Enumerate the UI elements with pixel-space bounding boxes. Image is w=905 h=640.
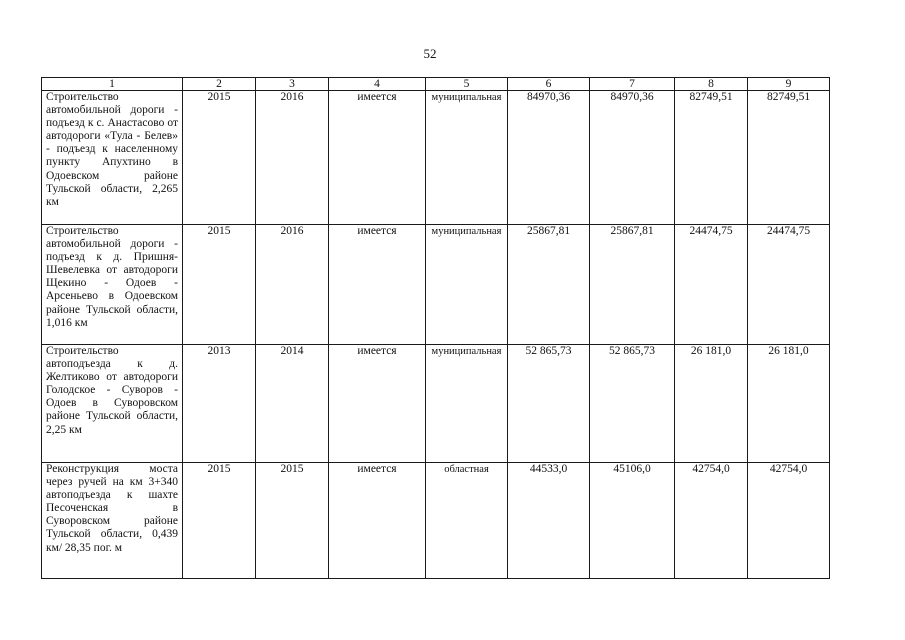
availability-cell: имеется <box>329 91 426 225</box>
year-end-cell: 2015 <box>256 463 329 579</box>
table-header-row <box>42 78 830 91</box>
availability-cell: имеется <box>329 463 426 579</box>
value-cell-6: 84970,36 <box>508 91 590 225</box>
year-start-cell: 2015 <box>183 463 256 579</box>
value-cell-8: 82749,51 <box>675 91 748 225</box>
availability-cell: имеется <box>329 225 426 345</box>
value-cell-9: 42754,0 <box>748 463 830 579</box>
table-row <box>42 91 830 225</box>
table-row <box>42 345 830 463</box>
column-header: 8 <box>675 78 748 91</box>
ownership-cell: муниципальная <box>426 91 508 225</box>
table-row <box>42 225 830 345</box>
year-start-cell: 2015 <box>183 225 256 345</box>
year-start-cell: 2013 <box>183 345 256 463</box>
value-cell-6: 25867,81 <box>508 225 590 345</box>
table-row <box>42 463 830 579</box>
column-header: 6 <box>508 78 590 91</box>
year-start-cell: 2015 <box>183 91 256 225</box>
value-cell-9: 82749,51 <box>748 91 830 225</box>
value-cell-9: 26 181,0 <box>748 345 830 463</box>
object-name-cell: Реконструкция моста через ручей на км 3+340 автоподъезда к шахте Песоченская в Суворовском районе Тульской области, 0,439 км/ 28,35 пог. м <box>42 463 183 579</box>
value-cell-7: 45106,0 <box>590 463 675 579</box>
ownership-cell: областная <box>426 463 508 579</box>
ownership-cell: муниципальная <box>426 345 508 463</box>
page-number: 52 <box>423 46 437 61</box>
value-cell-7: 25867,81 <box>590 225 675 345</box>
year-end-cell: 2014 <box>256 345 329 463</box>
object-name-cell: Строительство автомобильной дороги - подъезд к с. Анастасово от автодороги «Тула - Белев» - подъезд к населенному пункту Апухтино в Одоевском районе Тульской области, 2,265 км <box>42 91 183 225</box>
object-name-cell: Строительство автомобильной дороги - подъезд к д. Пришня-Шевелевка от автодороги Щекино - Одоев - Арсеньево в Одоевском районе Тульской области, 1,016 км <box>42 225 183 345</box>
value-cell-8: 24474,75 <box>675 225 748 345</box>
column-header: 4 <box>329 78 426 91</box>
column-header: 3 <box>256 78 329 91</box>
column-header: 5 <box>426 78 508 91</box>
ownership-cell: муниципальная <box>426 225 508 345</box>
value-cell-7: 52 865,73 <box>590 345 675 463</box>
column-header: 2 <box>183 78 256 91</box>
value-cell-7: 84970,36 <box>590 91 675 225</box>
value-cell-9: 24474,75 <box>748 225 830 345</box>
data-table <box>41 77 830 579</box>
year-end-cell: 2016 <box>256 91 329 225</box>
column-header: 7 <box>590 78 675 91</box>
value-cell-8: 26 181,0 <box>675 345 748 463</box>
availability-cell: имеется <box>329 345 426 463</box>
column-header: 9 <box>748 78 830 91</box>
object-name-cell: Строительство автоподъезда к д. Желтиково от автодороги Голодское - Суворов - Одоев в Суворовском районе Тульской области, 2,25 км <box>42 345 183 463</box>
column-header: 1 <box>42 78 183 91</box>
value-cell-6: 44533,0 <box>508 463 590 579</box>
value-cell-6: 52 865,73 <box>508 345 590 463</box>
year-end-cell: 2016 <box>256 225 329 345</box>
value-cell-8: 42754,0 <box>675 463 748 579</box>
